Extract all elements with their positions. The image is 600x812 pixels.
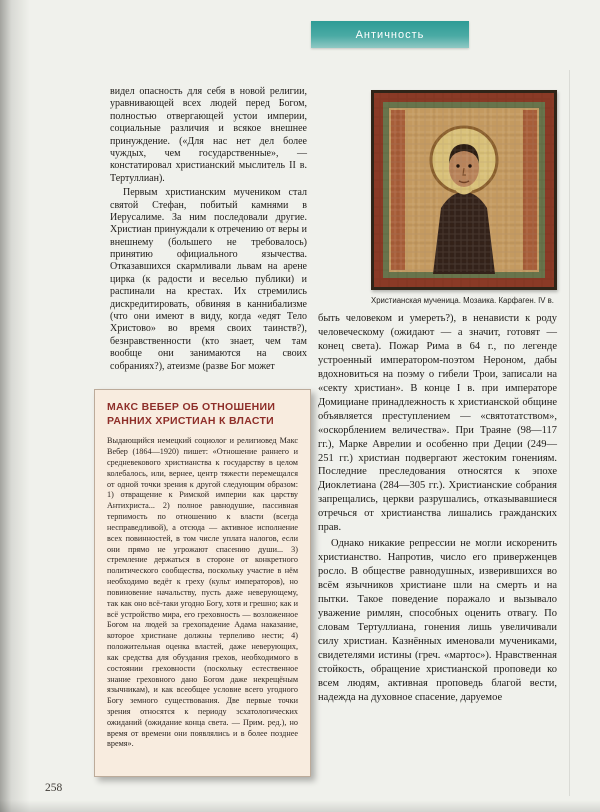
page-edge-line [569,70,570,796]
martyr-mosaic-figure [371,90,557,290]
right-text-column [318,312,557,705]
paragraph: быть человеком и умереть?), в ненависти к роду человеческому (ожидают — а значит, готовят — конец света). Пожар Рима в 64 г., по легенде устроенный императором-поэтом Нероном, дабы вдохновиться на поэму о гибели Трои, записали на «секту христиан». В конце I в. при императоре Домициане принадлежность к христианской общине объявляется преступлением — «святотатством», «оскорблением величества». При Траяне (98—117 гг.), Марке Аврелии и особенно при Деции (249—251 гг.) христиан подвергают жестоким гонениям. Последние преследования относятся к эпохе Диоклетиана (284—305 гг.). Христианские собрания запрещались, церкви разрушались, отказывавшиеся отречься от христианства лишались гражданских прав. [318,313,557,534]
martyr-mosaic-image [371,90,557,290]
chapter-tab-bar [0,0,600,52]
tab-antiquity [311,21,469,48]
paragraph: Однако никакие репрессии не могли искоренить христианство. Напротив, число его приверженцев росло. В обществе равнодушных, изверившихся во всём язычников христиане шли на смерть и на пытки. Такое поведение поражало и вызывало уважение римлян, способных оценить отвагу. По словам Тертуллиана, гонения лишь увеличивали силу христиан. Казнённых именовали мучениками, свидетелями истины (греч. «мартос»). Нравственная стойкость, обращение христианской проповеди ко всем людям, активная проповедь благой вести, надежда на духовное спасение, даруемое [318,538,557,703]
figure-caption: Христианская мученица. Мозаика. Карфаген. IV в. [371,296,554,305]
bottom-shadow [0,800,600,812]
tab-antiquity-label: Античность [355,28,425,41]
sidebar-box-body: Выдающийся немецкий социолог и религиовед Макс Вебер (1864—1920) пишет: «Отношение раннего и средневекового христианства к государству в целом колебалось, или, вернее, центр тяжести перемещался от одной точки зрения к другой следующим образом: 1) отвращение к Римской империи как царству Антихриста... 2) полное равнодушие, пассивная терпимость по отношению к власти (всегда несправедливой), а отсюда — активное исполнение всех повинностей, в том числе уплата налогов, если они прямо не угрожают спасению души... 3) стремление держаться в стороне от конкретного политического сообщества, поскольку участие в нём необходимо ведёт к греху (культ императоров), но повиновение начальству, пусть даже неверующему, так как оно всё-таки угодно Богу, хотя и грешно; как и всё устройство мира, его греховность — возложенное Богом на людей за грехопадение Адама наказание, которое христиане должны терпеливо нести; 4) положительная оценка властей, даже неверующих, как средства для обуздания грехов, необходимого в состоянии греховности (поскольку естественное знание греховного дано Богом даже некрещёным язычникам), и как всеобщее условие всего угодного Богу земного существования. Две первые точки зрения относятся к периоду эсхатологических ожиданий (ожидание конца света. — Прим. ред.), но время от времени они появлялись и в более позднее время». [107,436,298,749]
paragraph: Первым христианским мучеником стал святой Стефан, побитый камнями в Иерусалиме. За ним последовали другие. Христиан принуждали к отречению от веры и внешнему (большего не требовалось) принятию официального язычества. Отказавшихся скармливали львам на арене цирка (к радости и веселью публики) и распинали на крестах. Их стремились дискредитировать, обвиняя в каннибализме (что они имеют в виду, когда «едят Тело Христово» во время своих таинств?), безнравственности (кто знает, чем там вообще они занимаются на своих собраниях?), атеизме (разве Бог может [110,187,307,372]
paragraph: видел опасность для себя в новой религии, уравнивающей всех людей перед Богом, полностью отвергающей устои империи, социальные различия и всякое внешнее принуждение. («Для нас нет дел более чуждых, чем государственные», — констатировал христианский мыслитель II в. Тертуллиан). [110,86,307,184]
weber-sidebar-box [94,389,311,777]
sidebar-box-title: МАКС ВЕБЕР ОБ ОТНОШЕНИИ РАННИХ ХРИСТИАН К ВЛАСТИ [107,401,276,427]
page-number: 258 [45,782,63,794]
left-text-column [110,86,307,373]
spine-shadow [0,0,30,812]
